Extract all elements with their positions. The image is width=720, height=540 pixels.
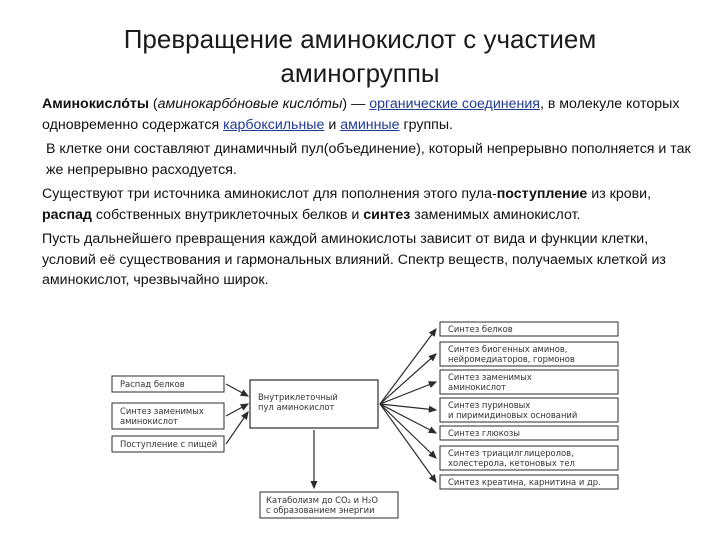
catabolism-label: Катаболизм до CO₂ и H₂O с образованием энергии (266, 495, 378, 515)
text-sources-2: собственных внутриклеточных белков и (91, 206, 364, 223)
output-arrow-4 (380, 404, 436, 433)
output-arrow-6 (380, 404, 436, 482)
term-intake: поступление (496, 186, 588, 202)
amino-acid-pool-diagram (0, 320, 720, 540)
pool-label: Внутриклеточный пул аминокислот (258, 392, 338, 412)
output-arrow-1 (380, 354, 436, 404)
text-sources-3: заменимых аминокислот. (410, 206, 581, 223)
text-sources-start: Существуют три источника аминокислот для пополнения этого пула- (42, 186, 497, 202)
output-label-4: Синтез глюкозы (448, 428, 520, 438)
input-label-0: Распад белков (120, 379, 185, 389)
input-arrow-2 (226, 412, 248, 444)
term-amino-acids: Аминокисло́ты (42, 96, 149, 112)
output-label-1: Синтез биогенных аминов, нейромедиаторов, гормонов (448, 344, 575, 364)
paragraph-definition (42, 94, 692, 135)
output-label-5: Синтез триацилглицеролов, холестерола, кетоновых тел (448, 448, 575, 468)
output-label-6: Синтез креатина, карнитина и др. (448, 477, 601, 487)
output-arrow-3 (380, 404, 436, 410)
text-mid-1: , в молекуле которых одновременно содержатся (42, 96, 680, 133)
text-open-paren: ( (148, 96, 158, 112)
input-label-2: Поступление с пищей (120, 439, 218, 449)
output-arrow-5 (380, 404, 436, 458)
slide-title: Превращение аминокислот с участием аминогруппы (123, 24, 597, 88)
input-label-1: Синтез заменимых аминокислот (120, 406, 204, 426)
term-alt-name: аминокарбо́новые кисло́ты (157, 96, 343, 112)
text-sources-1: из крови, (587, 186, 652, 202)
paragraph-pool: В клетке они составляют динамичный пул(объединение), который непрерывно пополняется и так же непрерывно расходуется. (46, 141, 691, 178)
text-end: группы. (399, 116, 453, 133)
text-mid-2: и (324, 116, 341, 133)
link-amine[interactable]: аминные (340, 116, 400, 133)
output-label-3: Синтез пуриновых и пиримидиновых оснований (448, 400, 578, 420)
output-label-0: Синтез белков (448, 324, 513, 334)
paragraph-sources (42, 184, 692, 225)
input-arrow-0 (226, 384, 248, 396)
link-organic-compounds[interactable]: органические соединения (369, 96, 540, 112)
input-arrow-1 (226, 404, 248, 416)
output-label-2: Синтез заменимых аминокислот (448, 372, 532, 392)
text-dash: ) — (342, 96, 370, 112)
term-synthesis: синтез (363, 206, 411, 223)
term-breakdown: распад (42, 206, 92, 223)
link-carboxyl[interactable]: карбоксильные (223, 116, 325, 133)
body-text (42, 94, 692, 295)
paragraph-fate: Пусть дальнейшего превращения каждой аминокислоты зависит от вида и функции клетки, условий её существования и гармональных влияний. Спектр веществ, получаемых клеткой из аминокислот, чрезвычайно широк. (42, 231, 666, 288)
